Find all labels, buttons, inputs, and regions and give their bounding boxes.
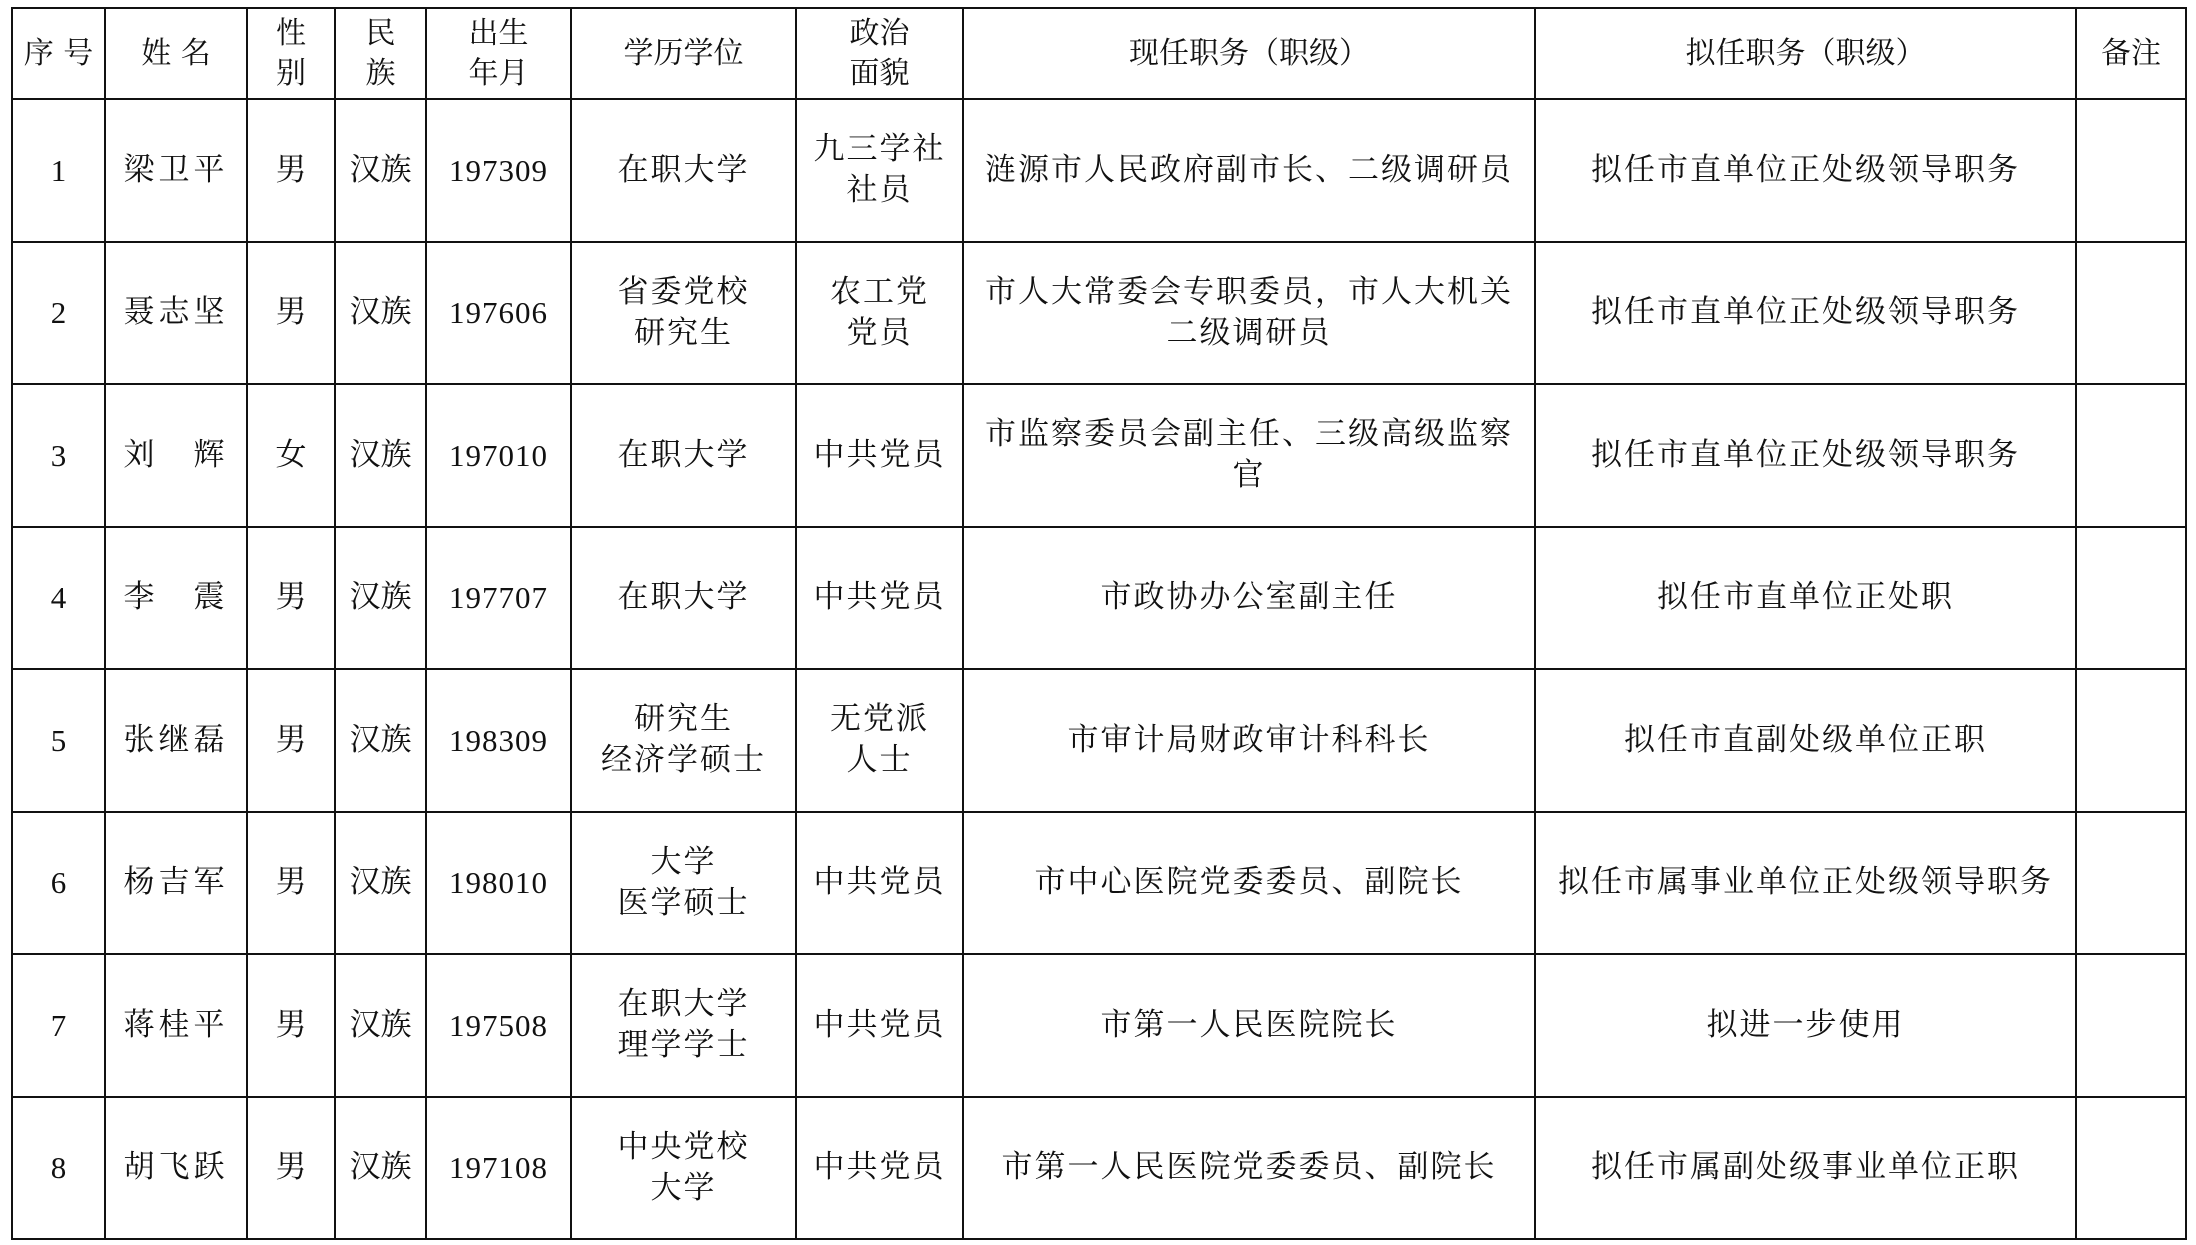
row-number-cell: 3	[12, 384, 105, 527]
education-cell: 中央党校 大学	[571, 1097, 796, 1240]
education-cell: 在职大学	[571, 527, 796, 670]
row-number-cell: 1	[12, 99, 105, 242]
political-cell: 农工党 党员	[796, 242, 963, 385]
ethnicity-cell: 汉族	[335, 99, 426, 242]
birth-cell: 197108	[426, 1097, 571, 1240]
ethnicity-cell: 汉族	[335, 242, 426, 385]
gender-cell: 男	[247, 669, 335, 812]
ethnicity-cell: 汉族	[335, 1097, 426, 1240]
note-cell	[2076, 954, 2186, 1097]
note-cell	[2076, 1097, 2186, 1240]
header-cell-proposed-position: 拟任职务（职级）	[1535, 8, 2076, 99]
birth-cell: 197707	[426, 527, 571, 670]
header-cell-number: 序 号	[12, 8, 105, 99]
proposed-position-cell: 拟任市直单位正处职	[1535, 527, 2076, 670]
proposed-position-cell: 拟任市直单位正处级领导职务	[1535, 242, 2076, 385]
header-cell-ethnicity: 民 族	[335, 8, 426, 99]
proposed-position-cell: 拟任市属副处级事业单位正职	[1535, 1097, 2076, 1240]
current-position-cell: 市第一人民医院党委委员、副院长	[963, 1097, 1535, 1240]
ethnicity-cell: 汉族	[335, 384, 426, 527]
gender-cell: 男	[247, 242, 335, 385]
header-cell-political: 政治 面貌	[796, 8, 963, 99]
row-number-cell: 5	[12, 669, 105, 812]
current-position-cell: 市人大常委会专职委员，市人大机关 二级调研员	[963, 242, 1535, 385]
table-row	[12, 242, 2186, 385]
ethnicity-cell: 汉族	[335, 669, 426, 812]
proposed-position-cell: 拟任市直单位正处级领导职务	[1535, 384, 2076, 527]
education-cell: 在职大学	[571, 99, 796, 242]
note-cell	[2076, 527, 2186, 670]
current-position-cell: 市审计局财政审计科科长	[963, 669, 1535, 812]
table-row	[12, 812, 2186, 955]
header-cell-gender: 性 别	[247, 8, 335, 99]
table-row	[12, 384, 2186, 527]
table-row	[12, 669, 2186, 812]
gender-cell: 女	[247, 384, 335, 527]
political-cell: 中共党员	[796, 812, 963, 955]
note-cell	[2076, 812, 2186, 955]
name-cell: 聂志坚	[105, 242, 247, 385]
current-position-cell: 涟源市人民政府副市长、二级调研员	[963, 99, 1535, 242]
proposed-position-cell: 拟任市直副处级单位正职	[1535, 669, 2076, 812]
note-cell	[2076, 384, 2186, 527]
proposed-position-cell: 拟任市属事业单位正处级领导职务	[1535, 812, 2076, 955]
table-row	[12, 954, 2186, 1097]
note-cell	[2076, 99, 2186, 242]
row-number-cell: 2	[12, 242, 105, 385]
row-number-cell: 6	[12, 812, 105, 955]
political-cell: 中共党员	[796, 527, 963, 670]
proposed-position-cell: 拟任市直单位正处级领导职务	[1535, 99, 2076, 242]
name-cell: 胡飞跃	[105, 1097, 247, 1240]
name-cell: 蒋桂平	[105, 954, 247, 1097]
birth-cell: 197010	[426, 384, 571, 527]
header-row	[12, 8, 2186, 99]
ethnicity-cell: 汉族	[335, 527, 426, 670]
current-position-cell: 市中心医院党委委员、副院长	[963, 812, 1535, 955]
note-cell	[2076, 669, 2186, 812]
current-position-cell: 市政协办公室副主任	[963, 527, 1535, 670]
current-position-cell: 市监察委员会副主任、三级高级监察 官	[963, 384, 1535, 527]
birth-cell: 197309	[426, 99, 571, 242]
education-cell: 在职大学 理学学士	[571, 954, 796, 1097]
political-cell: 无党派 人士	[796, 669, 963, 812]
header-cell-birth: 出生 年月	[426, 8, 571, 99]
header-cell-education: 学历学位	[571, 8, 796, 99]
gender-cell: 男	[247, 99, 335, 242]
education-cell: 省委党校 研究生	[571, 242, 796, 385]
note-cell	[2076, 242, 2186, 385]
name-cell: 杨吉军	[105, 812, 247, 955]
row-number-cell: 8	[12, 1097, 105, 1240]
political-cell: 中共党员	[796, 384, 963, 527]
row-number-cell: 4	[12, 527, 105, 670]
row-number-cell: 7	[12, 954, 105, 1097]
ethnicity-cell: 汉族	[335, 954, 426, 1097]
political-cell: 九三学社 社员	[796, 99, 963, 242]
ethnicity-cell: 汉族	[335, 812, 426, 955]
gender-cell: 男	[247, 1097, 335, 1240]
education-cell: 大学 医学硕士	[571, 812, 796, 955]
political-cell: 中共党员	[796, 954, 963, 1097]
birth-cell: 197508	[426, 954, 571, 1097]
header-cell-name: 姓 名	[105, 8, 247, 99]
proposed-position-cell: 拟进一步使用	[1535, 954, 2076, 1097]
header-cell-current-position: 现任职务（职级）	[963, 8, 1535, 99]
name-cell: 李 震	[105, 527, 247, 670]
header-cell-note: 备注	[2076, 8, 2186, 99]
gender-cell: 男	[247, 954, 335, 1097]
table-row	[12, 99, 2186, 242]
name-cell: 张继磊	[105, 669, 247, 812]
education-cell: 研究生 经济学硕士	[571, 669, 796, 812]
birth-cell: 198010	[426, 812, 571, 955]
birth-cell: 197606	[426, 242, 571, 385]
table-row	[12, 1097, 2186, 1240]
education-cell: 在职大学	[571, 384, 796, 527]
name-cell: 梁卫平	[105, 99, 247, 242]
name-cell: 刘 辉	[105, 384, 247, 527]
political-cell: 中共党员	[796, 1097, 963, 1240]
table-body	[12, 99, 2186, 1239]
cadre-roster-table	[11, 7, 2187, 1240]
gender-cell: 男	[247, 527, 335, 670]
table-row	[12, 527, 2186, 670]
current-position-cell: 市第一人民医院院长	[963, 954, 1535, 1097]
birth-cell: 198309	[426, 669, 571, 812]
gender-cell: 男	[247, 812, 335, 955]
